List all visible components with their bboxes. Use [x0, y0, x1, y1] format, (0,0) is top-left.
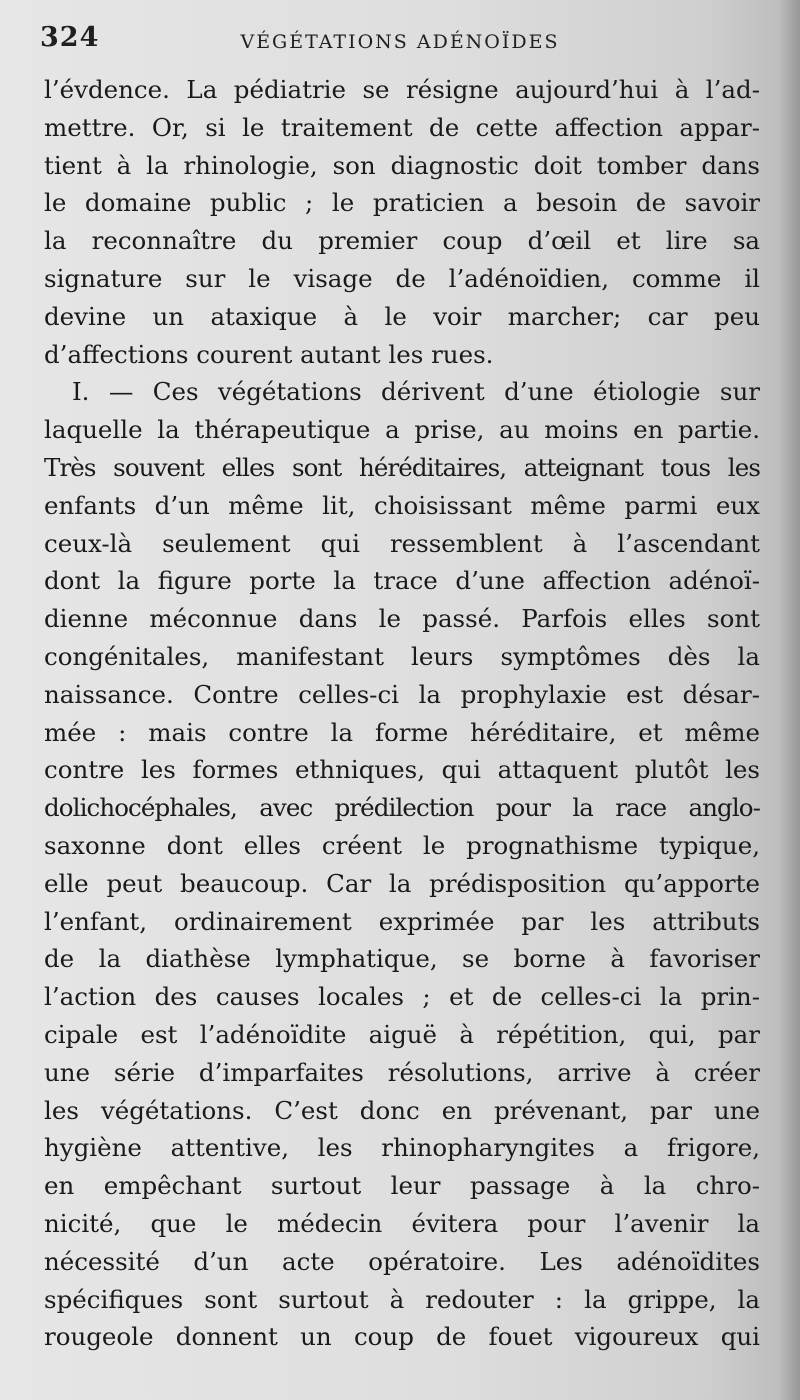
- text-line: en empêchant surtout leur passage à la chro-: [44, 1171, 760, 1201]
- text-line: cipale est l’adénoïdite aiguë à répétition, qui, par: [44, 1019, 760, 1049]
- text-line: elle peut beaucoup. Car la prédisposition qu’apporte: [44, 868, 760, 898]
- text-line: rougeole donnent un coup de fouet vigoureux qui: [44, 1322, 760, 1352]
- page-number: 324: [40, 22, 100, 53]
- text-line: hygiène attentive, les rhinopharyngites a frigore,: [44, 1133, 760, 1163]
- text-line: laquelle la thérapeutique a prise, au moins en partie.: [44, 415, 760, 445]
- text-line: le domaine public ; le praticien a besoin de savoir: [44, 188, 760, 218]
- text-line: enfants d’un même lit, choisissant même parmi eux: [44, 490, 760, 520]
- text-line: les végétations. C’est donc en prévenant, par une: [44, 1095, 760, 1125]
- text-line: tient à la rhinologie, son diagnostic doit tomber dans: [44, 150, 760, 180]
- text-line: nicité, que le médecin évitera pour l’avenir la: [44, 1208, 760, 1238]
- text-line: Très souvent elles sont héréditaires, atteignant tous les: [44, 452, 760, 482]
- text-line: contre les formes ethniques, qui attaquent plutôt les: [44, 755, 760, 785]
- text-line: de la diathèse lymphatique, se borne à favoriser: [44, 944, 760, 974]
- text-line: devine un ataxique à le voir marcher; car peu: [44, 301, 760, 331]
- text-line: d’affections courent autant les rues.: [44, 339, 494, 369]
- text-line: mettre. Or, si le traitement de cette affection appar-: [44, 112, 760, 142]
- text-line: l’enfant, ordinairement exprimée par les attributs: [44, 906, 760, 936]
- text-line: ceux-là seulement qui ressemblent à l’ascendant: [44, 528, 760, 558]
- text-line: une série d’imparfaites résolutions, arrive à créer: [44, 1057, 760, 1087]
- text-line: l’action des causes locales ; et de celles-ci la prin-: [44, 982, 760, 1012]
- text-line: la reconnaître du premier coup d’œil et lire sa: [44, 226, 760, 256]
- paragraph-start-line: I. — Ces végétations dérivent d’une étiologie sur: [72, 377, 760, 407]
- page-header: [40, 22, 760, 62]
- text-line: dienne méconnue dans le passé. Parfois elles sont: [44, 604, 760, 634]
- text-line: congénitales, manifestant leurs symptômes dès la: [44, 641, 760, 671]
- text-line: saxonne dont elles créent le prognathisme typique,: [44, 830, 760, 860]
- text-line: l’évdence. La pédiatrie se résigne aujourd’hui à l’ad-: [44, 75, 760, 104]
- text-line: mée : mais contre la forme héréditaire, et même: [44, 717, 760, 747]
- text-line: spécifiques sont surtout à redouter : la grippe, la: [44, 1284, 760, 1314]
- body-text: [44, 71, 760, 1356]
- text-line: nécessité d’un acte opératoire. Les adénoïdites: [44, 1246, 760, 1276]
- text-line: dont la figure porte la trace d’une affection adénoï-: [44, 566, 760, 596]
- text-line: dolichocéphales, avec prédilection pour la race anglo-: [44, 793, 760, 823]
- text-line: naissance. Contre celles-ci la prophylaxie est désar-: [44, 679, 760, 709]
- running-title: VÉGÉTATIONS ADÉNOÏDES: [240, 31, 560, 53]
- text-line: signature sur le visage de l’adénoïdien, comme il: [44, 263, 760, 293]
